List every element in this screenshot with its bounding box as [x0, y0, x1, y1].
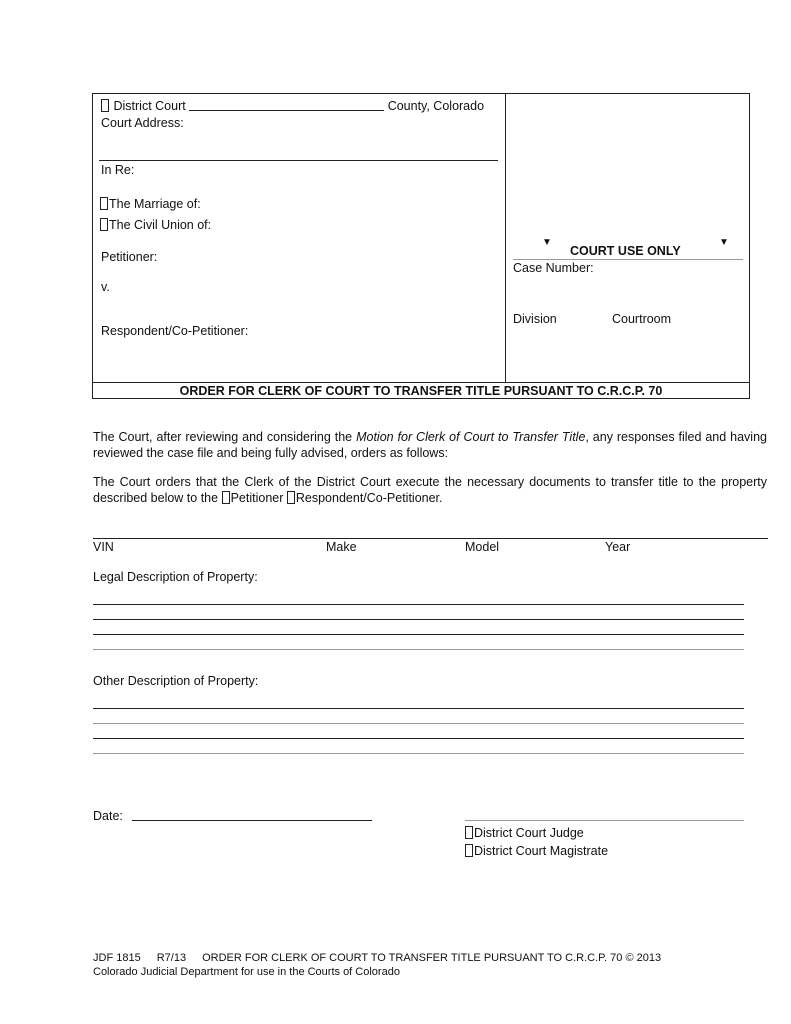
intro-paragraph	[93, 429, 767, 462]
legal-description-line[interactable]	[93, 634, 744, 635]
legal-description-label: Legal Description of Property:	[93, 570, 258, 584]
form-revision: R7/13	[156, 952, 187, 964]
court-name-row	[101, 98, 484, 114]
legal-description-line[interactable]	[93, 619, 744, 620]
in-re-label: In Re:	[101, 163, 135, 177]
district-court-checkbox[interactable]	[101, 99, 109, 112]
marriage-label: The Marriage of:	[109, 197, 201, 211]
magistrate-checkbox[interactable]	[465, 844, 473, 857]
intro-text-after: , any responses filed and having reviewed the case file and being fully advised, orders as follows:	[93, 430, 767, 461]
civil-union-label: The Civil Union of:	[109, 218, 212, 232]
petitioner-label: Petitioner:	[101, 250, 158, 264]
court-address-label: Court Address:	[101, 116, 184, 130]
civil-union-checkbox[interactable]	[100, 218, 108, 231]
model-label: Model	[465, 540, 500, 554]
footer-form-title: ORDER FOR CLERK OF COURT TO TRANSFER TITLE PURSUANT TO C.R.C.P. 70 © 2013	[202, 952, 662, 964]
caption-divider-vertical	[505, 93, 506, 382]
form-id: JDF 1815	[93, 952, 141, 964]
date-line[interactable]	[132, 820, 372, 821]
intro-text-before: The Court, after reviewing and considering the	[93, 430, 357, 444]
motion-title: Motion for Clerk of Court to Transfer Title	[356, 430, 586, 444]
magistrate-label: District Court Magistrate	[474, 844, 609, 858]
order-title: ORDER FOR CLERK OF COURT TO TRANSFER TITLE PURSUANT TO C.R.C.P. 70	[179, 384, 663, 398]
civil-union-row	[100, 217, 211, 233]
petitioner-option: Petitioner	[230, 491, 284, 506]
date-label: Date:	[93, 809, 123, 823]
division-label: Division	[513, 312, 557, 326]
marriage-checkbox[interactable]	[100, 197, 108, 210]
other-description-line[interactable]	[93, 738, 744, 739]
form-footer	[93, 951, 661, 980]
other-description-line[interactable]	[93, 723, 744, 724]
magistrate-row	[465, 843, 608, 859]
order-paragraph	[93, 474, 767, 507]
court-address-line[interactable]	[99, 160, 498, 161]
courtroom-label: Courtroom	[612, 312, 672, 326]
respondent-option: Respondent/Co-Petitioner.	[295, 491, 443, 506]
judge-row	[465, 825, 584, 841]
arrow-down-icon: ▼	[542, 237, 552, 248]
court-prefix: District Court	[113, 99, 186, 113]
arrow-down-icon: ▼	[719, 237, 729, 248]
other-description-line[interactable]	[93, 708, 744, 709]
year-label: Year	[605, 540, 631, 554]
other-description-line[interactable]	[93, 753, 744, 754]
judge-checkbox[interactable]	[465, 826, 473, 839]
respondent-label: Respondent/Co-Petitioner:	[101, 324, 249, 338]
court-use-only-label: COURT USE ONLY	[570, 244, 681, 258]
versus-label: v.	[101, 280, 110, 294]
other-description-label: Other Description of Property:	[93, 674, 259, 688]
county-blank[interactable]	[189, 98, 384, 111]
court-suffix: County, Colorado	[387, 99, 485, 113]
case-number-label: Case Number:	[513, 261, 594, 275]
make-label: Make	[326, 540, 357, 554]
respondent-checkbox[interactable]	[287, 491, 295, 504]
order-text: The Court orders that the Clerk of the District Court execute the necessary documents to transfer title to the property described below to the	[93, 475, 767, 506]
legal-description-line[interactable]	[93, 649, 744, 650]
vin-label: VIN	[93, 540, 114, 554]
marriage-row	[100, 196, 201, 212]
vehicle-info-line[interactable]	[93, 538, 768, 539]
footer-line-2: Colorado Judicial Department for use in the Courts of Colorado	[93, 966, 400, 979]
signature-line[interactable]	[465, 820, 744, 821]
judge-label: District Court Judge	[474, 826, 584, 840]
petitioner-checkbox[interactable]	[222, 491, 230, 504]
legal-description-line[interactable]	[93, 604, 744, 605]
footer-line-1	[93, 951, 661, 965]
